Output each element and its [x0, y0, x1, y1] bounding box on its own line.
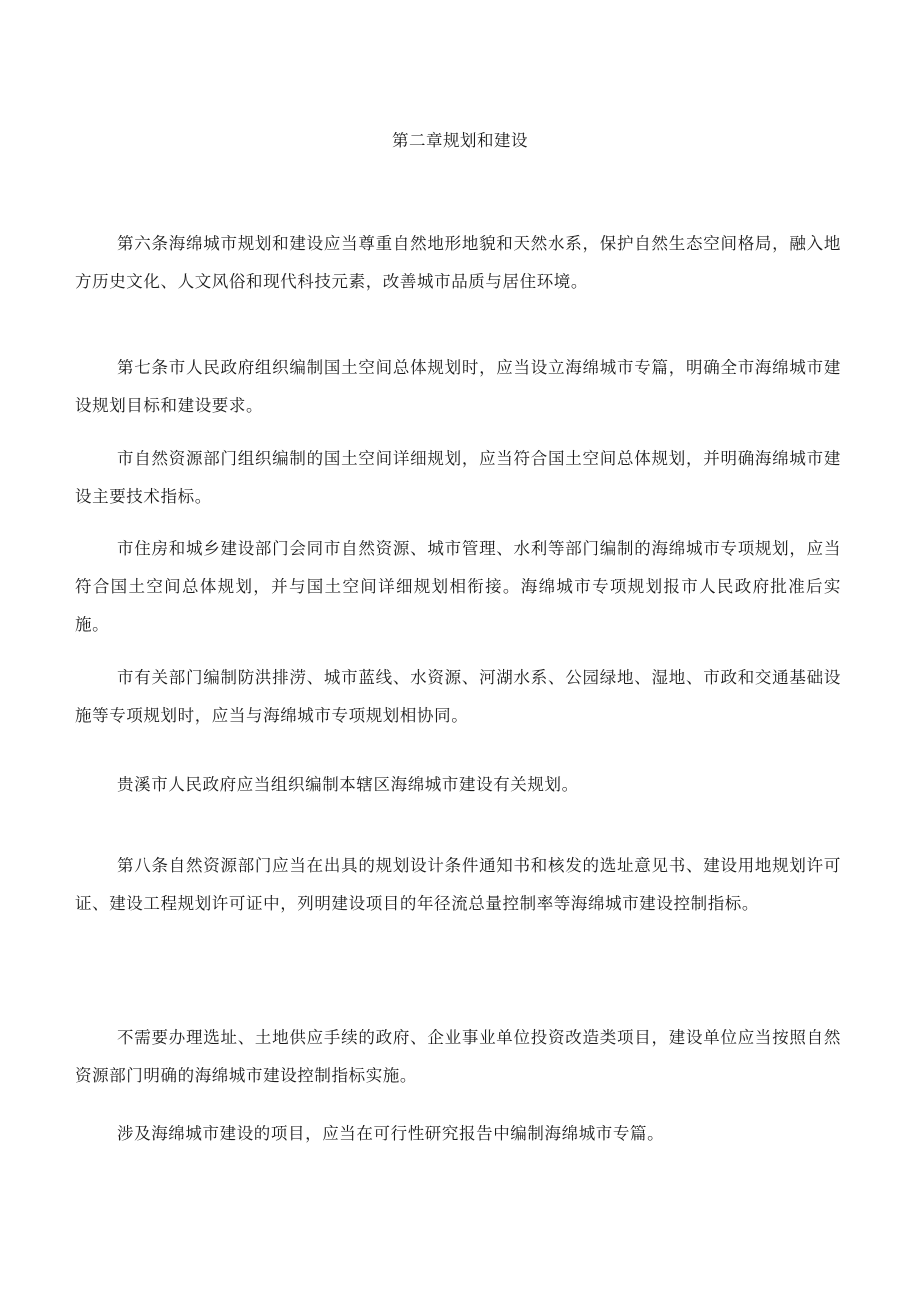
paragraph: 市住房和城乡建设部门会同市自然资源、城市管理、水利等部门编制的海绵城市专项规划，应当符合国土空间总体规划，并与国土空间详细规划相衔接。海绵城市专项规划报市人民政府批准后实施。 — [75, 539, 841, 634]
paragraph-article-7: 第七条市人民政府组织编制国土空间总体规划时，应当设立海绵城市专篇，明确全市海绵城市建设规划目标和建设要求。 — [75, 358, 841, 415]
chapter-title: 第二章规划和建设 — [392, 131, 528, 150]
paragraph-article-6: 第六条海绵城市规划和建设应当尊重自然地形地貌和天然水系，保护自然生态空间格局，融入地方历史文化、人文风俗和现代科技元素，改善城市品质与居住环境。 — [75, 234, 841, 291]
paragraph: 不需要办理选址、土地供应手续的政府、企业事业单位投资改造类项目，建设单位应当按照自然资源部门明确的海绵城市建设控制指标实施。 — [75, 1028, 841, 1085]
paragraph-article-8: 第八条自然资源部门应当在出具的规划设计条件通知书和核发的选址意见书、建设用地规划许可证、建设工程规划许可证中，列明建设项目的年径流总量控制率等海绵城市建设控制指标。 — [75, 856, 841, 913]
paragraph: 市有关部门编制防洪排涝、城市蓝线、水资源、河湖水系、公园绿地、湿地、市政和交通基础设施等专项规划时，应当与海绵城市专项规划相协同。 — [75, 668, 841, 725]
paragraph: 贵溪市人民政府应当组织编制本辖区海绵城市建设有关规划。 — [117, 775, 579, 794]
paragraph: 涉及海绵城市建设的项目，应当在可行性研究报告中编制海绵城市专篇。 — [117, 1124, 665, 1143]
paragraph: 市自然资源部门组织编制的国土空间详细规划，应当符合国土空间总体规划，并明确海绵城市建设主要技术指标。 — [75, 449, 841, 506]
